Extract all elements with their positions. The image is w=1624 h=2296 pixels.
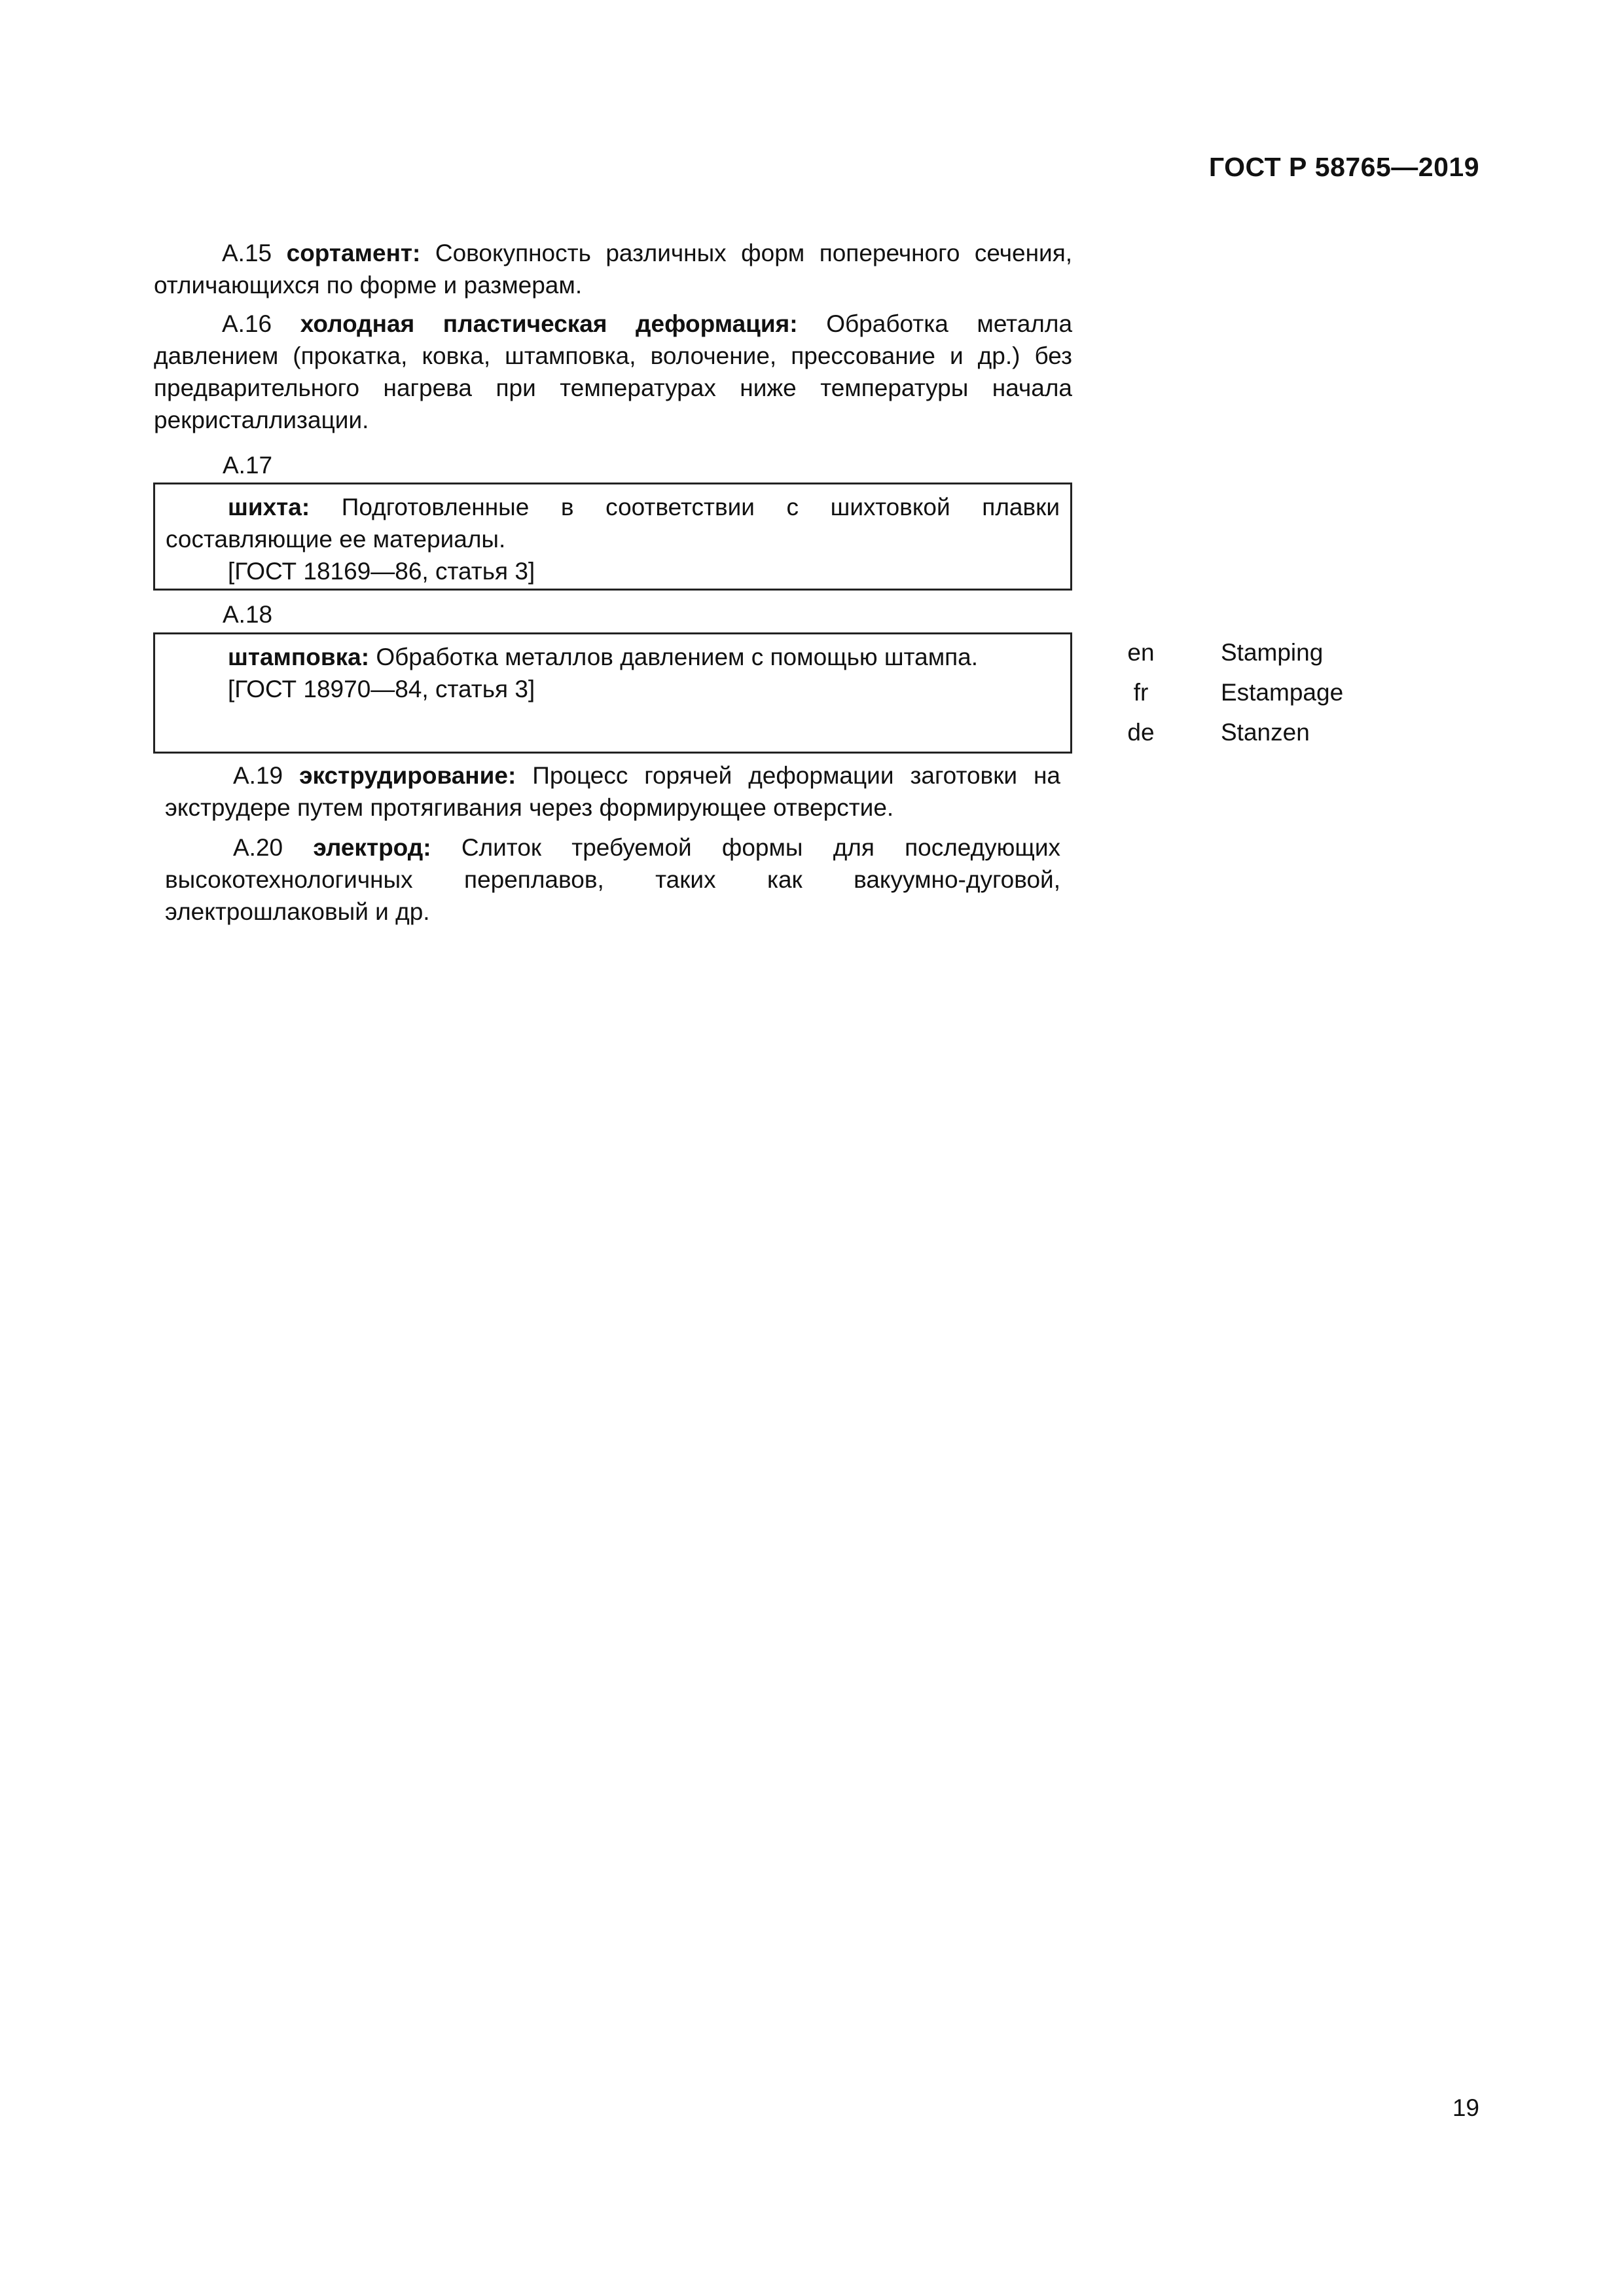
- entry-a17-number: А.17: [223, 452, 273, 479]
- translation-lang-en: en: [1127, 639, 1155, 666]
- entry-source: [ГОСТ 18169—86, статья 3]: [228, 558, 535, 585]
- entry-number: А.20: [233, 834, 283, 861]
- entry-definition: Обработка металла давлением (прокатка, ковка, штамповка, волочение, прессование и др.) без предварительного нагрева при температурах ниже температуры начала рекристаллизации.: [154, 310, 1073, 433]
- entry-a16: [154, 308, 1072, 436]
- translation-term-en: Stamping: [1221, 639, 1324, 666]
- entry-number: А.16: [222, 310, 272, 337]
- translation-term-de: Stanzen: [1221, 719, 1310, 746]
- entry-term: экструдирование:: [299, 762, 516, 789]
- translation-term-fr: Estampage: [1221, 679, 1344, 706]
- entry-definition: Совокупность различных форм поперечного сечения, отличающихся по форме и размерам.: [154, 240, 1073, 299]
- entry-definition: Слиток требуемой формы для последующих высокотехнологичных переплавов, таких как вакуумно-дуговой, электрошлаковый и др.: [165, 834, 1061, 925]
- entry-number: А.19: [233, 762, 283, 789]
- entry-a20: [165, 831, 1060, 928]
- entry-a18-number: А.18: [223, 601, 273, 628]
- entry-definition: Подготовленные в соответствии с шихтовкой плавки составляющие ее материалы.: [166, 494, 1060, 553]
- translation-lang-fr: fr: [1133, 679, 1149, 706]
- entry-a18-box: [153, 632, 1072, 754]
- document-standard-number: ГОСТ Р 58765—2019: [1208, 152, 1479, 182]
- entry-term: холодная пластическая деформация:: [300, 310, 798, 337]
- entry-a15: [154, 237, 1072, 301]
- entry-term: штамповка:: [228, 644, 370, 670]
- entry-term: сортамент:: [286, 240, 421, 266]
- entry-definition: Процесс горячей деформации заготовки на экструдере путем протягивания через формирующее отверстие.: [165, 762, 1061, 821]
- entry-number: А.15: [222, 240, 272, 266]
- entry-term: шихта:: [228, 494, 310, 520]
- entry-source: [ГОСТ 18970—84, статья 3]: [228, 676, 535, 702]
- entry-a17-box: [153, 483, 1072, 591]
- entry-term: электрод:: [313, 834, 431, 861]
- entry-a19: [165, 759, 1060, 824]
- entry-definition: Обработка металлов давлением с помощью штампа.: [376, 644, 979, 670]
- translation-lang-de: de: [1127, 719, 1155, 746]
- page-number: 19: [1452, 2094, 1479, 2121]
